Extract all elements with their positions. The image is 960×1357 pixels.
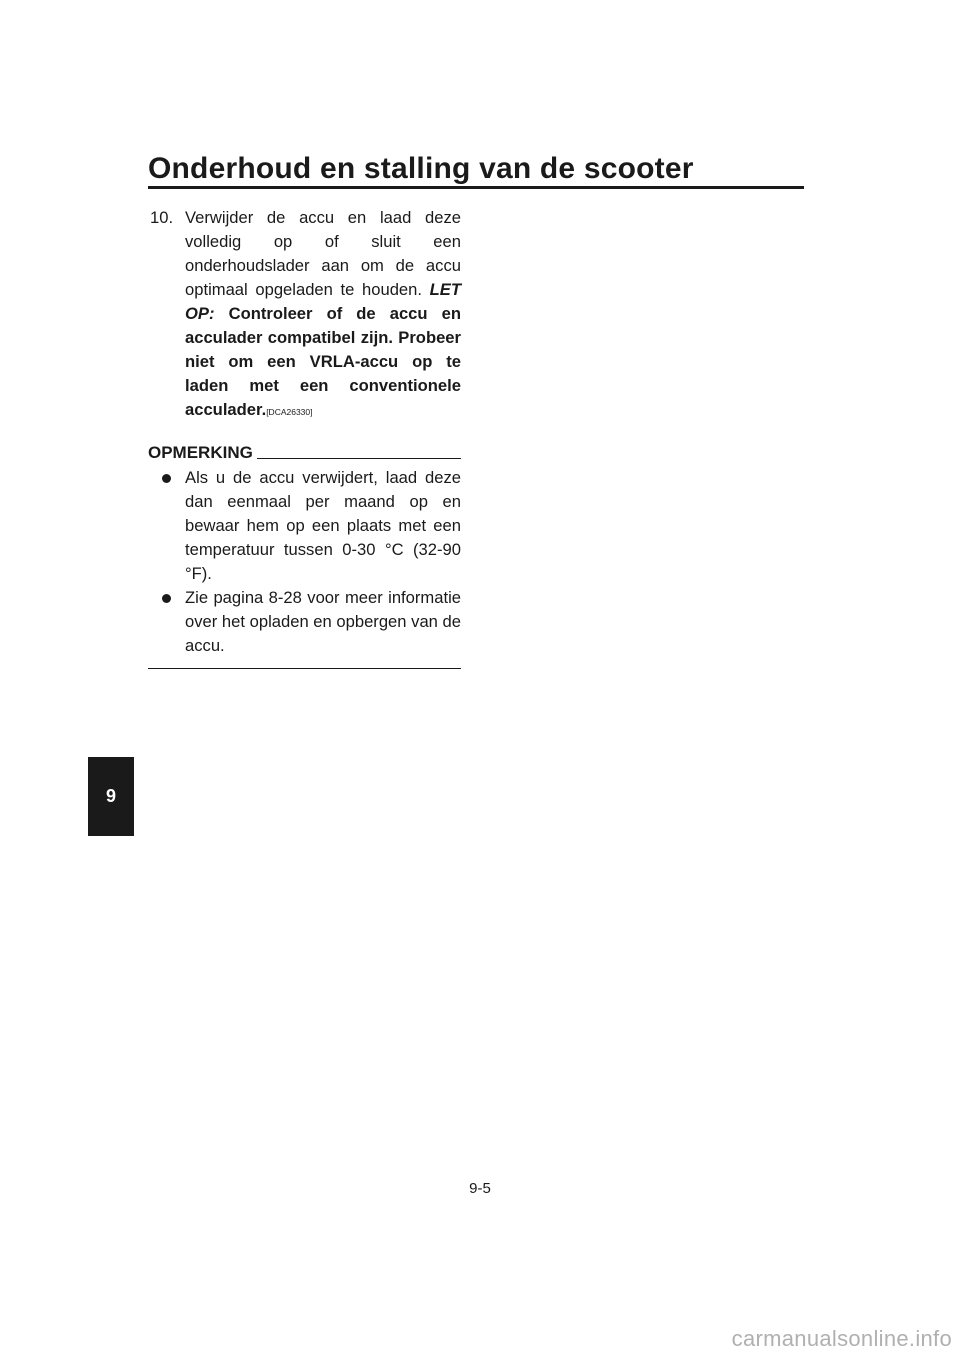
chapter-number: 9 [105,786,116,806]
caution-label: LET OP: [185,280,461,323]
note-list [148,466,461,658]
note-item-text: Als u de accu verwijdert, laad deze dan eenmaal per maand op en bewaar hem op een plaats met een temperatuur tussen 0-30 °C (32-90 °F). [185,468,461,583]
step-number: 10. [150,208,174,227]
page-title: Onderhoud en stalling van de scooter [148,152,694,185]
note-heading-row [148,440,461,462]
bullet-icon [162,594,171,603]
caution-text: Controleer of de accu en acculader compatibel zijn. Probeer niet om een VRLA-accu op te laden met een conventionele acculader. [185,304,461,419]
note-item [148,586,461,658]
note-box [148,440,461,669]
caution-code: [DCA26330] [266,407,313,417]
chapter-tab [88,757,134,836]
step-text: Verwijder de accu en laad deze volledig op of sluit een onderhoudslader aan om de accu optimaal opgeladen te houden. [185,208,461,299]
note-item [148,466,461,586]
note-heading: OPMERKING [148,443,253,462]
main-content [148,206,461,669]
header-rule [148,186,804,189]
step-10 [148,206,461,424]
watermark: carmanualsonline.info [731,1326,952,1351]
note-heading-rule [257,458,461,459]
page-number: 9-5 [469,1180,491,1197]
bullet-icon [162,474,171,483]
note-item-text: Zie pagina 8-28 voor meer informatie over het opladen en opbergen van de accu. [185,588,461,655]
note-end-rule [148,668,461,669]
